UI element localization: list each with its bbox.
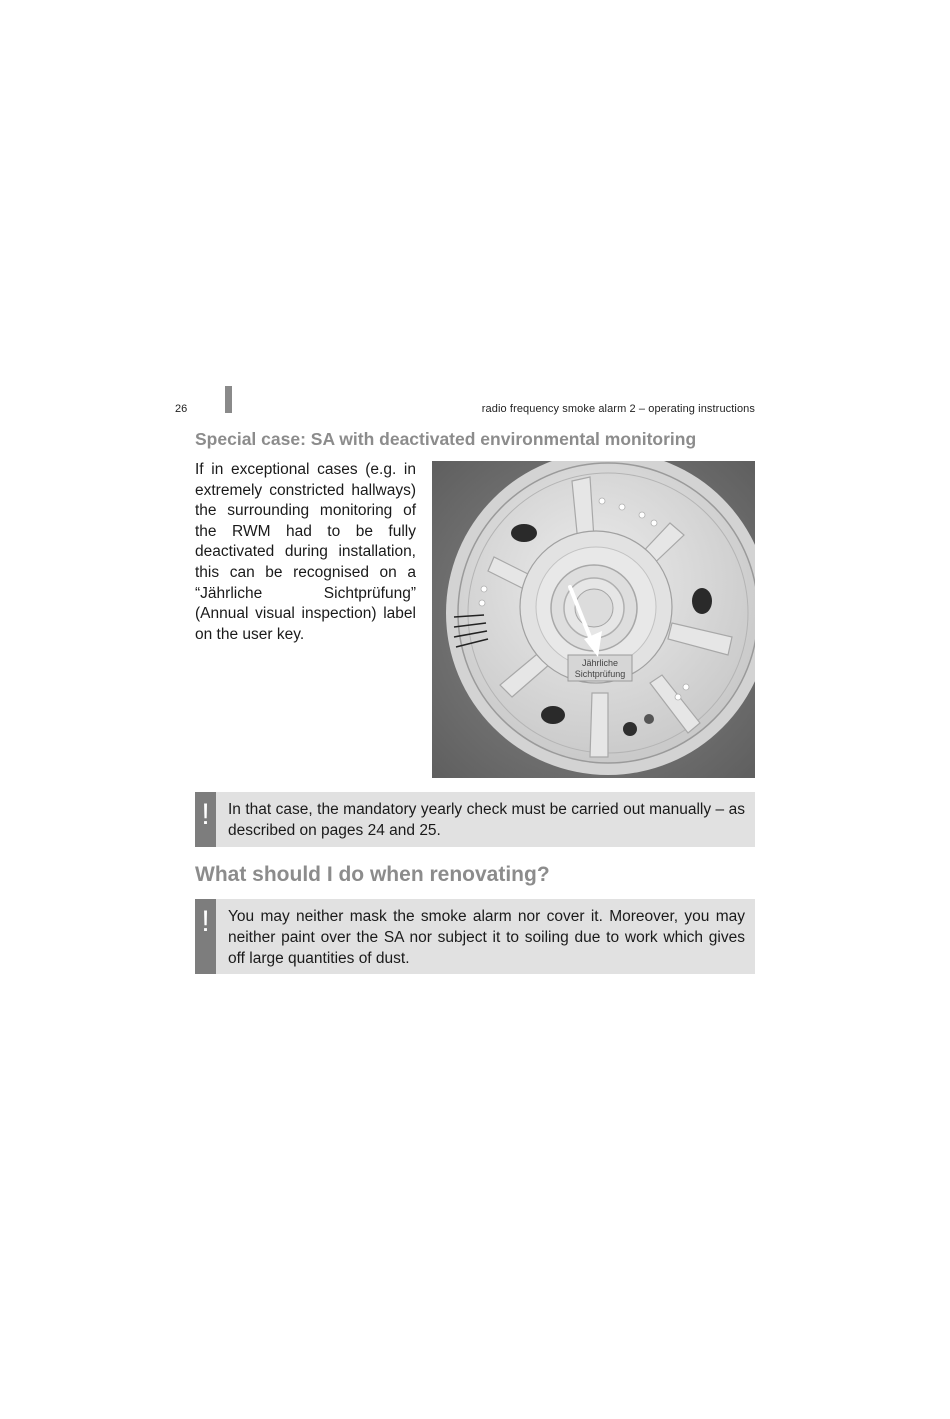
notice-text: You may neither mask the smoke alarm nor cover it. Moreover, you may neither paint over the SA nor subject it to soiling due to work which gives off large quantities of dust. [228, 908, 745, 967]
special-case-body-text: If in exceptional cases (e.g. in extremely constricted hallways) the surrounding monitoring of the RWM had to be fully deactivated during installation, this can be recognised on a “Jährliche Sichtprüfung” (Annual visual inspection) label on the user key. [195, 461, 416, 643]
smoke-alarm-photo [432, 461, 755, 778]
photo-label-line-2: Sichtprüfung [574, 669, 626, 679]
page-number: 26 [175, 403, 188, 415]
renovating-heading: What should I do when renovating? [195, 863, 550, 886]
running-header: radio frequency smoke alarm 2 – operating instructions [481, 403, 755, 415]
notice-box-yearly-check [195, 792, 755, 847]
exclamation-icon: ! [195, 792, 216, 847]
exclamation-icon: ! [195, 899, 216, 974]
margin-marker-bar [225, 386, 232, 413]
notice-box-renovating [195, 899, 755, 974]
photo-label-line-1: Jährliche [581, 658, 619, 668]
notice-text: In that case, the mandatory yearly check must be carried out manually – as described on pages 24 and 25. [228, 801, 745, 839]
section-title: Special case: SA with deactivated environmental monitoring [195, 429, 697, 449]
